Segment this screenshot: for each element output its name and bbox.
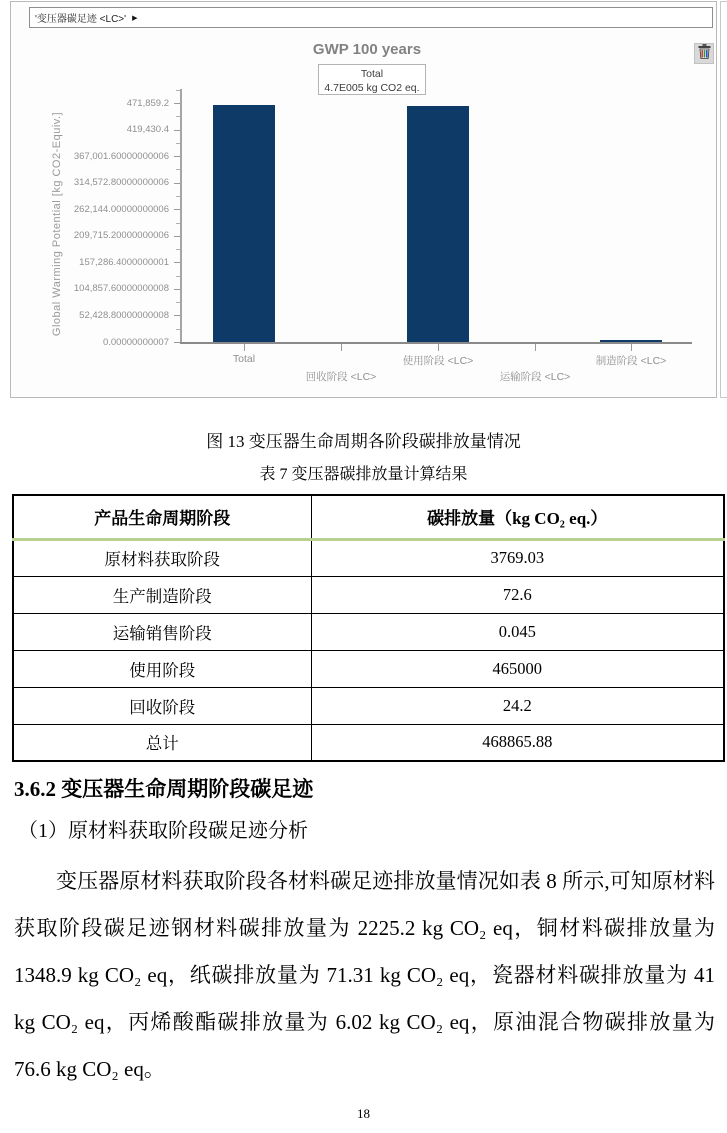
table-row xyxy=(13,687,724,724)
y-tick-label: 0.00000000007 xyxy=(102,336,169,348)
value-cell: 0.045 xyxy=(311,613,724,650)
y-tick-mark xyxy=(174,342,180,343)
y-tick-label: 314,572.80000000006 xyxy=(73,177,169,189)
y-minor-tick-mark xyxy=(176,90,180,91)
y-tick-mark xyxy=(174,156,180,157)
y-axis-line xyxy=(180,89,182,343)
y-tick-mark xyxy=(174,289,180,290)
figure-caption: 图 13 变压器生命周期各阶段碳排放量情况 xyxy=(206,432,521,451)
x-tick-mark xyxy=(438,344,439,351)
bar[interactable] xyxy=(407,106,469,342)
stage-cell: 运输销售阶段 xyxy=(13,613,311,650)
x-tick-mark xyxy=(341,344,342,351)
value-cell: 468865.88 xyxy=(311,724,724,761)
body-paragraph: 变压器原材料获取阶段各材料碳足迹排放量情况如表 8 所示,可知原材料获取阶段碳足迹钢材料碳排放量为 2225.2 kg CO₂ eq，铜材料碳排放量为 1348.9 kg CO₂ eq，纸碳排放量为 71.31 kg CO₂ eq，瓷器材料碳排放量为 41 kg CO₂ eq，丙烯酸酯碳排放量为 6.02 kg CO₂ eq，原油混合物碳排放量为 76.6 kg CO₂ eq。 xyxy=(14,869,715,1081)
chart-title: GWP 100 years xyxy=(312,41,422,58)
stage-cell: 总计 xyxy=(13,724,311,761)
y-minor-tick-mark xyxy=(176,302,180,303)
y-tick-label: 367,001.60000000006 xyxy=(73,150,169,162)
x-tick-label: 制造阶段 <LC> xyxy=(595,355,667,367)
x-tick-mark xyxy=(631,344,632,351)
y-minor-tick-mark xyxy=(176,249,180,250)
x-tick-label: 使用阶段 <LC> xyxy=(402,355,474,367)
y-minor-tick-mark xyxy=(176,223,180,224)
y-minor-tick-mark xyxy=(176,143,180,144)
table-header-row xyxy=(13,495,724,539)
chart-tab-bar[interactable] xyxy=(29,7,713,28)
section-heading: 3.6.2 变压器生命周期阶段碳足迹 xyxy=(14,777,314,801)
legend-series-value: 4.7E005 kg CO2 eq. xyxy=(324,82,420,94)
value-cell: 3769.03 xyxy=(311,539,724,576)
table-caption: 表 7 变压器碳排放量计算结果 xyxy=(259,466,468,483)
x-axis-line xyxy=(180,342,692,344)
value-cell: 24.2 xyxy=(311,687,724,724)
bar[interactable] xyxy=(600,340,662,342)
chart-legend xyxy=(318,64,426,95)
y-tick-mark xyxy=(174,262,180,263)
y-tick-label: 419,430.4 xyxy=(126,124,169,136)
table-header-stage: 产品生命周期阶段 xyxy=(13,495,311,539)
y-tick-label: 471,859.2 xyxy=(126,97,169,109)
chart-window xyxy=(10,1,717,398)
y-minor-tick-mark xyxy=(176,196,180,197)
x-tick-label: 回收阶段 <LC> xyxy=(305,371,377,383)
legend-series-name: Total xyxy=(360,68,384,80)
y-minor-tick-mark xyxy=(176,329,180,330)
y-minor-tick-mark xyxy=(176,116,180,117)
y-tick-mark xyxy=(174,315,180,316)
y-tick-label: 104,857.60000000008 xyxy=(73,283,169,295)
table-header-emission: 碳排放量（kg CO₂ eq.） xyxy=(311,495,724,539)
y-tick-mark xyxy=(174,183,180,184)
stage-cell: 回收阶段 xyxy=(13,687,311,724)
y-minor-tick-mark xyxy=(176,276,180,277)
x-tick-mark xyxy=(244,344,245,351)
stage-cell: 生产制造阶段 xyxy=(13,576,311,613)
page-number: 18 xyxy=(357,1106,370,1121)
table-row xyxy=(13,650,724,687)
y-axis-title: Global Warming Potential [kg CO2-Equiv.] xyxy=(51,111,63,337)
x-tick-mark xyxy=(535,344,536,351)
x-tick-label: Total xyxy=(232,353,256,365)
y-tick-label: 157,286.4000000001 xyxy=(79,256,169,268)
side-panel-edge xyxy=(720,1,727,398)
table-row xyxy=(13,724,724,761)
value-cell: 72.6 xyxy=(311,576,724,613)
y-tick-mark xyxy=(174,103,180,104)
y-tick-mark xyxy=(174,209,180,210)
value-cell: 465000 xyxy=(311,650,724,687)
trash-icon xyxy=(698,44,711,64)
results-table xyxy=(12,494,725,762)
section-subheading: （1）原材料获取阶段碳足迹分析 xyxy=(18,820,308,842)
y-tick-label: 262,144.00000000006 xyxy=(73,203,169,215)
stage-cell: 使用阶段 xyxy=(13,650,311,687)
table-row xyxy=(13,613,724,650)
stage-cell: 原材料获取阶段 xyxy=(13,539,311,576)
y-tick-label: 52,428.80000000008 xyxy=(79,309,169,321)
chart-tab-label: '变压器碳足迹 <LC>' xyxy=(35,14,127,25)
y-minor-tick-mark xyxy=(176,169,180,170)
y-tick-label: 209,715.20000000006 xyxy=(73,230,169,242)
table-row xyxy=(13,576,724,613)
y-tick-mark xyxy=(174,236,180,237)
delete-chart-button[interactable] xyxy=(694,43,714,64)
y-tick-mark xyxy=(174,130,180,131)
chevron-right-icon: ▶ xyxy=(132,14,138,22)
table-row xyxy=(13,539,724,576)
bar[interactable] xyxy=(213,105,275,342)
x-tick-label: 运输阶段 <LC> xyxy=(499,371,571,383)
